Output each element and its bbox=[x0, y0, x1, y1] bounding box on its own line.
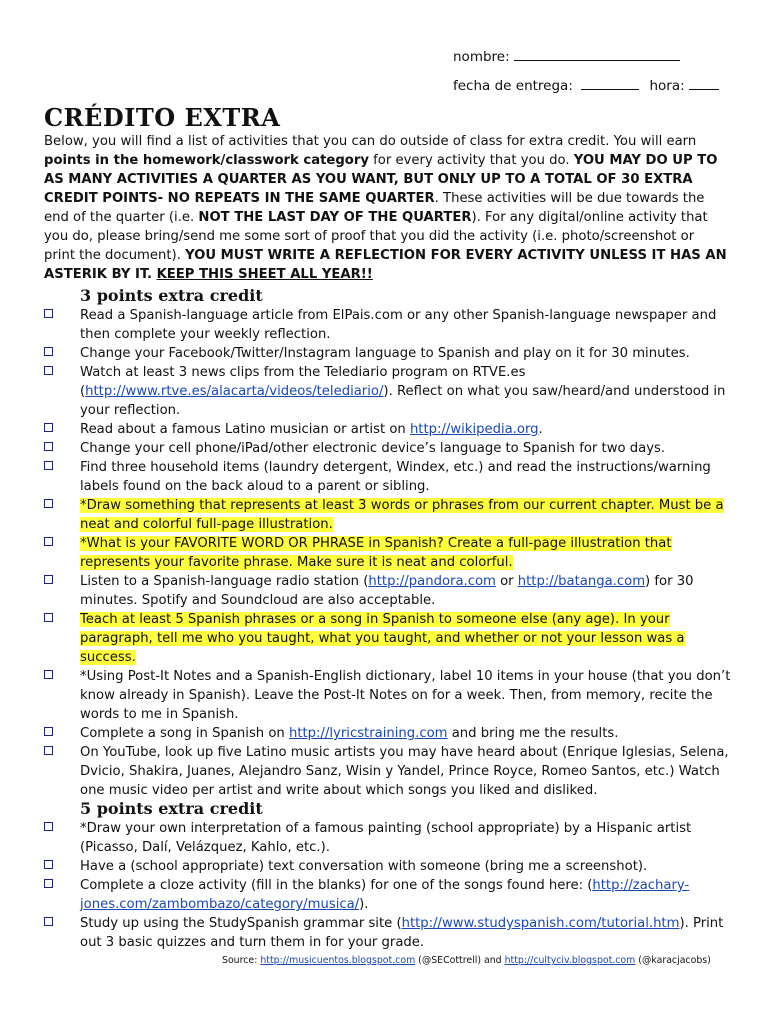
item-text bbox=[80, 612, 685, 665]
checkbox[interactable] bbox=[44, 613, 53, 622]
intro-bold: NOT THE LAST DAY OF THE QUARTER bbox=[198, 210, 472, 225]
item-text-part: ). bbox=[359, 897, 369, 912]
item-text-part: Complete a song in Spanish on bbox=[80, 726, 289, 741]
checkbox[interactable] bbox=[44, 499, 53, 508]
list-item bbox=[44, 610, 734, 667]
section-heading-3-points: 3 points extra credit bbox=[80, 286, 263, 305]
item-text bbox=[80, 346, 690, 361]
checkbox[interactable] bbox=[44, 727, 53, 736]
list-item bbox=[44, 439, 734, 458]
intro-bold-underline: KEEP THIS SHEET ALL YEAR!! bbox=[156, 267, 373, 282]
page-title: CRÉDITO EXTRA bbox=[44, 103, 281, 132]
source-text: (@SECottrell) and bbox=[415, 955, 505, 966]
item-text-part: ) for 30 minutes. Spotify and Soundcloud are also acceptable. bbox=[80, 574, 694, 608]
item-text-part: Watch at least 3 news clips from the Telediario program on RTVE.es ( bbox=[80, 365, 526, 399]
list-item bbox=[44, 534, 734, 572]
intro-text: ). For any digital/online activity that you do, please bring/send me some sort of proof that you did the activity (i.e. photo/screenshot or print the document). bbox=[44, 210, 708, 263]
item-text-part: Change your Facebook/Twitter/Instagram language to Spanish and play on it for 30 minutes. bbox=[80, 346, 690, 361]
item-text bbox=[80, 878, 689, 912]
source-credit bbox=[222, 955, 711, 966]
intro-bold: YOU MUST WRITE A REFLECTION FOR EVERY ACTIVITY UNLESS IT HAS AN ASTERIK BY IT. bbox=[44, 248, 727, 282]
item-text bbox=[80, 365, 725, 418]
list-item bbox=[44, 496, 734, 534]
item-text-part: Read a Spanish-language article from ElPais.com or any other Spanish-language newspaper and then complete your weekly reflection. bbox=[80, 308, 717, 342]
checkbox[interactable] bbox=[44, 366, 53, 375]
list-item bbox=[44, 819, 734, 857]
item-text bbox=[80, 460, 711, 494]
intro-bold: YOU MAY DO UP TO AS MANY ACTIVITIES A QUARTER AS YOU WANT, BUT ONLY UP TO A TOTAL OF 30 EXTRA CREDIT POINTS- NO REPEATS IN THE SAME QUARTER bbox=[44, 153, 718, 206]
item-link[interactable]: http://lyricstraining.com bbox=[288, 726, 448, 741]
checkbox[interactable] bbox=[44, 746, 53, 755]
list-item bbox=[44, 572, 734, 610]
item-text-part: *Using Post-It Notes and a Spanish-English dictionary, label 10 items in your house (that you don’t know already in Spanish). Leave the Post-It Notes on for a week. Then, from memory, recite the words to me in Spanish. bbox=[80, 669, 731, 722]
hora-blank bbox=[689, 77, 719, 90]
item-text-part: On YouTube, look up five Latino music artists you may have heard about (Enrique Iglesias, Selena, Dvicio, Shakira, Juanes, Alejandro Sanz, Wisin y Yandel, Prince Royce, Romeo Santos, etc.) Watch one music video per artist and write about which songs you liked and disliked. bbox=[80, 745, 729, 798]
checkbox[interactable] bbox=[44, 442, 53, 451]
item-text bbox=[80, 574, 694, 608]
intro-text: Below, you will find a list of activities that you can do outside of class for extra credit. You will earn bbox=[44, 134, 697, 149]
item-text-part: Complete a cloze activity (fill in the blanks) for one of the songs found here: ( bbox=[80, 878, 593, 893]
item-text-part: and bring me the results. bbox=[447, 726, 619, 741]
highlighted-text: Teach at least 5 Spanish phrases or a song in Spanish to someone else (any age). In your paragraph, tell me who you taught, what you taught, and whether or not your lesson was a success. bbox=[80, 612, 685, 665]
item-text bbox=[80, 441, 665, 456]
nombre-label: nombre: bbox=[453, 49, 510, 65]
item-text-part: or bbox=[495, 574, 518, 589]
checkbox[interactable] bbox=[44, 575, 53, 584]
section-heading-5-points: 5 points extra credit bbox=[80, 799, 263, 818]
source-label: Source: bbox=[222, 955, 261, 966]
hora-label: hora: bbox=[649, 78, 685, 94]
fecha-blank bbox=[581, 77, 639, 90]
highlighted-text: *Draw something that represents at least 3 words or phrases from our current chapter. Must be a neat and colorful full-page illustration. bbox=[80, 498, 724, 532]
item-text bbox=[80, 726, 618, 741]
list-item bbox=[44, 306, 734, 344]
checkbox[interactable] bbox=[44, 860, 53, 869]
item-link[interactable]: http://www.rtve.es/alacarta/videos/telediario/ bbox=[85, 384, 384, 399]
fecha-label: fecha de entrega: bbox=[453, 78, 573, 94]
checkbox[interactable] bbox=[44, 670, 53, 679]
item-text-part: ). Reflect on what you saw/heard/and understood in your reflection. bbox=[80, 384, 726, 418]
fecha-field bbox=[453, 77, 719, 94]
item-text bbox=[80, 859, 647, 874]
item-text-part: *Draw your own interpretation of a famous painting (school appropriate) by a Hispanic artist (Picasso, Dalí, Velázquez, Kahlo, etc.). bbox=[80, 821, 692, 855]
item-link[interactable]: http://wikipedia.org bbox=[409, 422, 539, 437]
checkbox[interactable] bbox=[44, 822, 53, 831]
checkbox[interactable] bbox=[44, 537, 53, 546]
checkbox[interactable] bbox=[44, 461, 53, 470]
checkbox[interactable] bbox=[44, 917, 53, 926]
source-link-cultyciv[interactable]: http://cultyciv.blogspot.com bbox=[504, 955, 636, 966]
item-text bbox=[80, 669, 730, 722]
item-text-part: . bbox=[538, 422, 543, 437]
intro-text: for every activity that you do. bbox=[368, 153, 574, 168]
list-item bbox=[44, 458, 734, 496]
item-text-part: ). Print out 3 basic quizzes and turn them in for your grade. bbox=[80, 916, 724, 950]
item-text bbox=[80, 916, 723, 950]
highlighted-text: *What is your FAVORITE WORD OR PHRASE in Spanish? Create a full-page illustration that represents your favorite phrase. Make sure it is neat and colorful. bbox=[80, 536, 672, 570]
item-link[interactable]: http://batanga.com bbox=[517, 574, 646, 589]
item-text-part: Have a (school appropriate) text conversation with someone (bring me a screenshot). bbox=[80, 859, 648, 874]
item-text bbox=[80, 821, 691, 855]
list-item bbox=[44, 743, 734, 800]
list-item bbox=[44, 420, 734, 439]
checkbox[interactable] bbox=[44, 879, 53, 888]
list-item bbox=[44, 363, 734, 420]
list-item bbox=[44, 857, 734, 876]
source-text: (@karacjacobs) bbox=[635, 955, 711, 966]
item-text bbox=[80, 422, 543, 437]
intro-paragraph bbox=[44, 132, 728, 284]
item-text bbox=[80, 308, 716, 342]
checkbox[interactable] bbox=[44, 347, 53, 356]
checkbox[interactable] bbox=[44, 309, 53, 318]
list-item bbox=[44, 724, 734, 743]
nombre-field bbox=[453, 48, 680, 65]
list-item bbox=[44, 914, 734, 952]
list-item bbox=[44, 344, 734, 363]
list-3-points bbox=[44, 306, 734, 800]
item-link[interactable]: http://pandora.com bbox=[368, 574, 496, 589]
item-text bbox=[80, 536, 672, 570]
item-text bbox=[80, 745, 729, 798]
item-link[interactable]: http://zachary-jones.com/zambombazo/category/musica/ bbox=[80, 878, 690, 912]
item-text-part: Read about a famous Latino musician or artist on bbox=[80, 422, 410, 437]
item-text-part: Study up using the StudySpanish grammar site ( bbox=[80, 916, 402, 931]
list-item bbox=[44, 876, 734, 914]
source-link-musicuentos[interactable]: http://musicuentos.blogspot.com bbox=[260, 955, 416, 966]
intro-text: . These activities will be due towards the end of the quarter (i.e. bbox=[44, 191, 705, 225]
item-link[interactable]: http://www.studyspanish.com/tutorial.htm bbox=[401, 916, 680, 931]
nombre-blank bbox=[514, 48, 680, 61]
item-text-part: Change your cell phone/iPad/other electronic device’s language to Spanish for two days. bbox=[80, 441, 666, 456]
checkbox[interactable] bbox=[44, 423, 53, 432]
list-item bbox=[44, 667, 734, 724]
item-text bbox=[80, 498, 724, 532]
list-5-points bbox=[44, 819, 734, 952]
item-text-part: Listen to a Spanish-language radio station ( bbox=[80, 574, 369, 589]
intro-bold: points in the homework/classwork category bbox=[44, 153, 369, 168]
item-text-part: Find three household items (laundry detergent, Windex, etc.) and read the instructions/warning labels found on the back aloud to a parent or sibling. bbox=[80, 460, 711, 494]
